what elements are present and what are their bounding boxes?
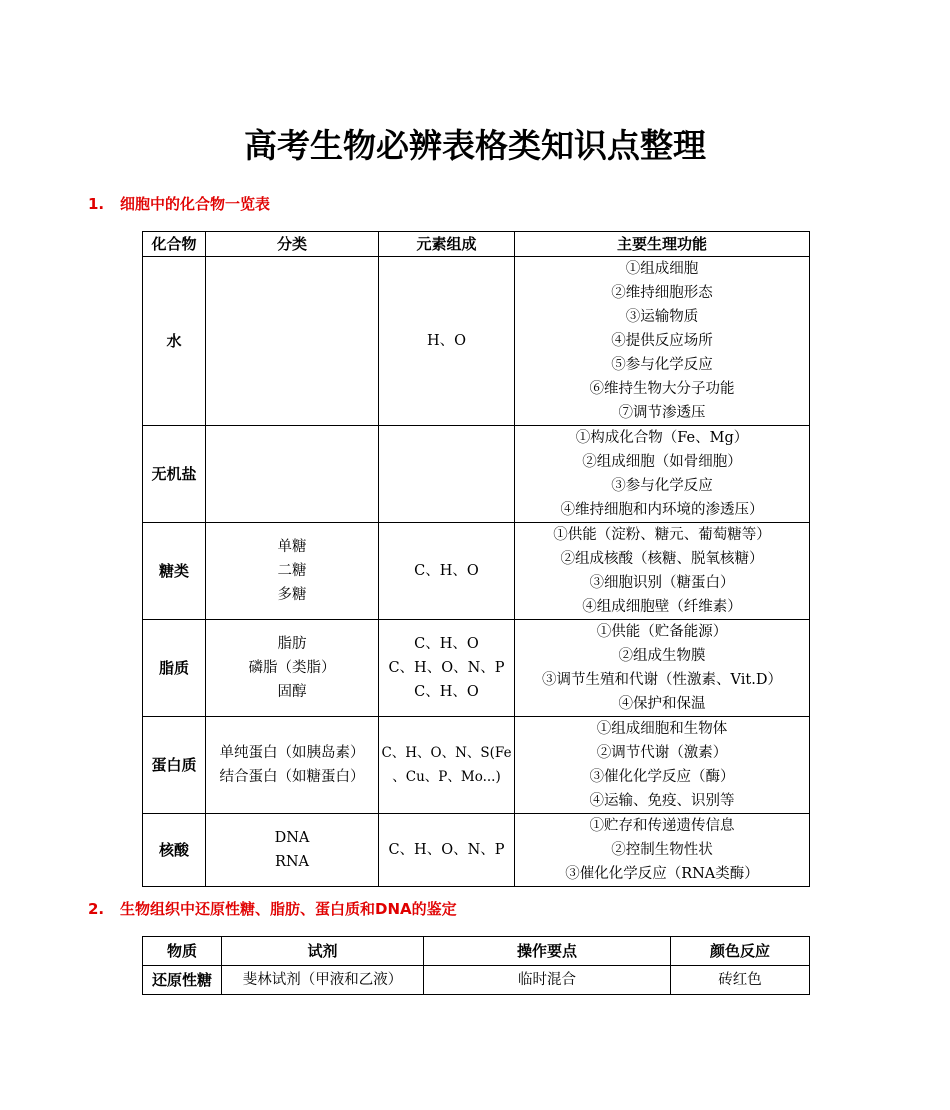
compound-name: 蛋白质 xyxy=(143,717,206,814)
function-line: ④组成细胞壁（纤维素） xyxy=(582,599,742,615)
element-line: C、H、O xyxy=(414,563,479,579)
category-line: 磷脂（类脂） xyxy=(248,660,336,676)
section-heading-identification xyxy=(88,899,457,919)
element-line: C、H、O、N、S(Fe xyxy=(381,745,512,761)
functions-cell xyxy=(515,717,810,814)
compounds-table xyxy=(142,231,810,887)
function-line: ②组成细胞（如骨细胞） xyxy=(582,454,742,470)
compound-name: 无机盐 xyxy=(143,426,206,523)
elements-cell xyxy=(379,620,515,717)
elements-cell xyxy=(379,426,515,523)
table-row xyxy=(143,620,810,717)
function-line: ⑦调节渗透压 xyxy=(618,405,706,421)
function-line: ③催化化学反应（RNA类酶） xyxy=(565,866,759,882)
function-line: ①组成细胞和生物体 xyxy=(596,721,728,737)
category-cell xyxy=(206,257,379,426)
element-line: C、H、O、N、P xyxy=(388,842,505,858)
function-line: ②维持细胞形态 xyxy=(611,285,713,301)
function-line: ①供能（淀粉、糖元、葡萄糖等） xyxy=(553,527,771,543)
category-cell xyxy=(206,814,379,887)
category-cell xyxy=(206,426,379,523)
function-line: ①构成化合物（Fe、Mg） xyxy=(575,430,749,446)
function-line: ③调节生殖和代谢（性激素、Vit.D） xyxy=(542,672,782,688)
header-category: 分类 xyxy=(206,232,379,257)
element-line: C、H、O xyxy=(414,684,479,700)
function-line: ④提供反应场所 xyxy=(611,333,713,349)
compound-name: 糖类 xyxy=(143,523,206,620)
function-line: ②控制生物性状 xyxy=(611,842,713,858)
identification-table xyxy=(142,936,810,995)
function-line: ④保护和保温 xyxy=(618,696,706,712)
category-line: RNA xyxy=(274,854,310,870)
header-compound: 化合物 xyxy=(143,232,206,257)
function-line: ②组成生物膜 xyxy=(618,648,706,664)
elements-cell xyxy=(379,717,515,814)
header-procedure: 操作要点 xyxy=(424,937,671,966)
category-line: 结合蛋白（如糖蛋白） xyxy=(219,769,365,785)
procedure-cell: 临时混合 xyxy=(424,966,671,995)
section-title: 细胞中的化合物一览表 xyxy=(120,195,271,213)
color-reaction-cell: 砖红色 xyxy=(671,966,810,995)
table-row xyxy=(143,523,810,620)
function-line: ⑥维持生物大分子功能 xyxy=(589,381,735,397)
header-color-reaction: 颜色反应 xyxy=(671,937,810,966)
elements-cell xyxy=(379,257,515,426)
functions-cell xyxy=(515,426,810,523)
function-line: ①贮存和传递遗传信息 xyxy=(589,818,735,834)
table-header-row xyxy=(143,937,810,966)
element-line: H、O xyxy=(426,333,467,349)
functions-cell xyxy=(515,814,810,887)
category-cell xyxy=(206,717,379,814)
function-line: ③运输物质 xyxy=(625,309,699,325)
category-line: 固醇 xyxy=(277,684,307,700)
category-cell xyxy=(206,523,379,620)
function-line: ①供能（贮备能源） xyxy=(596,624,728,640)
category-cell xyxy=(206,620,379,717)
compound-name: 水 xyxy=(143,257,206,426)
category-line: 单纯蛋白（如胰岛素） xyxy=(219,745,365,761)
elements-cell xyxy=(379,523,515,620)
category-line: 脂肪 xyxy=(277,636,307,652)
table-row xyxy=(143,717,810,814)
function-line: ④维持细胞和内环境的渗透压） xyxy=(560,502,764,518)
reagent-cell: 斐林试剂（甲液和乙液） xyxy=(222,966,424,995)
function-line: ③催化化学反应（酶） xyxy=(589,769,735,785)
element-line: C、H、O xyxy=(414,636,479,652)
function-line: ②调节代谢（激素） xyxy=(596,745,728,761)
functions-cell xyxy=(515,257,810,426)
substance-cell: 还原性糖 xyxy=(143,966,222,995)
page-title: 高考生物必辨表格类知识点整理 xyxy=(244,126,706,165)
table-row xyxy=(143,426,810,523)
elements-cell xyxy=(379,814,515,887)
function-line: ⑤参与化学反应 xyxy=(611,357,713,373)
category-line: 单糖 xyxy=(277,539,307,555)
section-title: 生物组织中还原性糖、脂肪、蛋白质和DNA的鉴定 xyxy=(120,900,457,918)
function-line: ②组成核酸（核糖、脱氧核糖） xyxy=(560,551,764,567)
section-heading-compounds xyxy=(88,194,270,214)
table-row xyxy=(143,257,810,426)
header-reagent: 试剂 xyxy=(222,937,424,966)
section-number: 2. xyxy=(88,900,105,918)
header-substance: 物质 xyxy=(143,937,222,966)
element-line: C、H、O、N、P xyxy=(388,660,505,676)
function-line: ③参与化学反应 xyxy=(611,478,713,494)
compound-name: 核酸 xyxy=(143,814,206,887)
functions-cell xyxy=(515,523,810,620)
category-line: 多糖 xyxy=(277,587,307,603)
header-functions: 主要生理功能 xyxy=(515,232,810,257)
table-header-row xyxy=(143,232,810,257)
header-elements: 元素组成 xyxy=(379,232,515,257)
function-line: ④运输、免疫、识别等 xyxy=(589,793,735,809)
category-line: DNA xyxy=(274,830,310,846)
function-line: ③细胞识别（糖蛋白） xyxy=(589,575,735,591)
compound-name: 脂质 xyxy=(143,620,206,717)
section-number: 1. xyxy=(88,195,105,213)
functions-cell xyxy=(515,620,810,717)
function-line: ①组成细胞 xyxy=(625,261,699,277)
element-line: 、Cu、P、Mo...) xyxy=(392,769,501,785)
category-line: 二糖 xyxy=(277,563,307,579)
table-row xyxy=(143,814,810,887)
table-row xyxy=(143,966,810,995)
